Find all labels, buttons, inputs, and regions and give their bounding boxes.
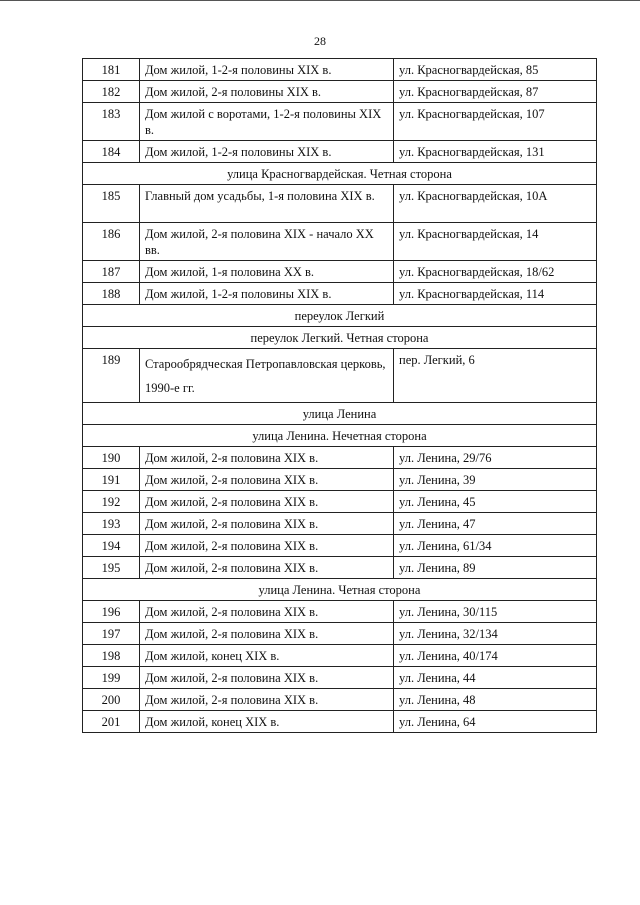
section-row — [83, 425, 597, 447]
object-name: Дом жилой, 2-я половина XIX в. — [140, 601, 394, 623]
section-row — [83, 327, 597, 349]
object-name: Дом жилой, 2-я половины XIX в. — [140, 81, 394, 103]
object-address: ул. Ленина, 44 — [394, 667, 597, 689]
table-row — [83, 469, 597, 491]
object-name: Дом жилой, конец XIX в. — [140, 711, 394, 733]
section-row — [83, 403, 597, 425]
object-address: ул. Ленина, 89 — [394, 557, 597, 579]
table-row — [83, 689, 597, 711]
table-row — [83, 535, 597, 557]
row-number: 186 — [83, 223, 140, 261]
object-address: ул. Красногвардейская, 87 — [394, 81, 597, 103]
section-heading: улица Ленина. Четная сторона — [83, 579, 597, 601]
object-address: ул. Ленина, 47 — [394, 513, 597, 535]
object-address: ул. Ленина, 29/76 — [394, 447, 597, 469]
table-row — [83, 601, 597, 623]
object-address: ул. Красногвардейская, 85 — [394, 59, 597, 81]
row-number: 196 — [83, 601, 140, 623]
object-name: Главный дом усадьбы, 1-я половина XIX в. — [140, 185, 394, 223]
object-name: Дом жилой, 2-я половина XIX в. — [140, 447, 394, 469]
row-number: 184 — [83, 141, 140, 163]
table-row — [83, 349, 597, 403]
object-address: ул. Ленина, 39 — [394, 469, 597, 491]
row-number: 192 — [83, 491, 140, 513]
heritage-objects-table — [82, 58, 597, 733]
table-row — [83, 645, 597, 667]
section-heading: переулок Легкий — [83, 305, 597, 327]
object-name: Дом жилой с воротами, 1-2-я половины XIX в. — [140, 103, 394, 141]
row-number: 189 — [83, 349, 140, 403]
table-row — [83, 103, 597, 141]
object-name: Дом жилой, 2-я половина XIX в. — [140, 667, 394, 689]
object-name: Дом жилой, 2-я половина XIX - начало XX вв. — [140, 223, 394, 261]
object-address: ул. Ленина, 45 — [394, 491, 597, 513]
section-row — [83, 579, 597, 601]
row-number: 191 — [83, 469, 140, 491]
table-row — [83, 447, 597, 469]
object-name: Дом жилой, 2-я половина XIX в. — [140, 623, 394, 645]
table-row — [83, 59, 597, 81]
top-border-line — [0, 0, 640, 1]
table-row — [83, 283, 597, 305]
row-number: 182 — [83, 81, 140, 103]
page-number: 28 — [314, 34, 326, 48]
section-heading: улица Ленина. Нечетная сторона — [83, 425, 597, 447]
object-address: ул. Красногвардейская, 114 — [394, 283, 597, 305]
table-row — [83, 557, 597, 579]
object-address: ул. Ленина, 61/34 — [394, 535, 597, 557]
row-number: 185 — [83, 185, 140, 223]
object-address: ул. Ленина, 30/115 — [394, 601, 597, 623]
row-number: 195 — [83, 557, 140, 579]
row-number: 201 — [83, 711, 140, 733]
object-address: ул. Ленина, 48 — [394, 689, 597, 711]
object-name: Дом жилой, 2-я половина XIX в. — [140, 535, 394, 557]
object-name: Дом жилой, 1-2-я половины XIX в. — [140, 283, 394, 305]
object-name-text: Старообрядческая Петропавловская церковь, 1990-е гг. — [145, 357, 386, 395]
table-row — [83, 141, 597, 163]
row-number: 200 — [83, 689, 140, 711]
object-name: Дом жилой, конец XIX в. — [140, 645, 394, 667]
object-name: Дом жилой, 1-2-я половины XIX в. — [140, 141, 394, 163]
object-address: ул. Ленина, 32/134 — [394, 623, 597, 645]
object-address: ул. Ленина, 40/174 — [394, 645, 597, 667]
object-address: ул. Красногвардейская, 18/62 — [394, 261, 597, 283]
table-row — [83, 261, 597, 283]
object-name — [140, 349, 394, 403]
table-row — [83, 223, 597, 261]
table-row — [83, 513, 597, 535]
table-row — [83, 185, 597, 223]
object-name: Дом жилой, 1-2-я половины XIX в. — [140, 59, 394, 81]
section-row — [83, 163, 597, 185]
object-name: Дом жилой, 2-я половина XIX в. — [140, 557, 394, 579]
row-number: 194 — [83, 535, 140, 557]
section-heading: улица Красногвардейская. Четная сторона — [83, 163, 597, 185]
object-name: Дом жилой, 2-я половина XIX в. — [140, 491, 394, 513]
object-name: Дом жилой, 2-я половина XIX в. — [140, 513, 394, 535]
object-address: ул. Красногвардейская, 131 — [394, 141, 597, 163]
object-name: Дом жилой, 2-я половина XIX в. — [140, 469, 394, 491]
row-number: 181 — [83, 59, 140, 81]
row-number: 199 — [83, 667, 140, 689]
row-number: 187 — [83, 261, 140, 283]
section-heading: улица Ленина — [83, 403, 597, 425]
table-row — [83, 81, 597, 103]
row-number: 183 — [83, 103, 140, 141]
object-address: ул. Красногвардейская, 10А — [394, 185, 597, 223]
row-number: 193 — [83, 513, 140, 535]
object-address: ул. Ленина, 64 — [394, 711, 597, 733]
object-address: пер. Легкий, 6 — [394, 349, 597, 403]
object-name: Дом жилой, 1-я половина XX в. — [140, 261, 394, 283]
object-address: ул. Красногвардейская, 14 — [394, 223, 597, 261]
section-row — [83, 305, 597, 327]
table-row — [83, 623, 597, 645]
row-number: 198 — [83, 645, 140, 667]
object-address: ул. Красногвардейская, 107 — [394, 103, 597, 141]
row-number: 188 — [83, 283, 140, 305]
section-heading: переулок Легкий. Четная сторона — [83, 327, 597, 349]
table-row — [83, 491, 597, 513]
object-name: Дом жилой, 2-я половина XIX в. — [140, 689, 394, 711]
row-number: 190 — [83, 447, 140, 469]
row-number: 197 — [83, 623, 140, 645]
table-row — [83, 667, 597, 689]
table-row — [83, 711, 597, 733]
